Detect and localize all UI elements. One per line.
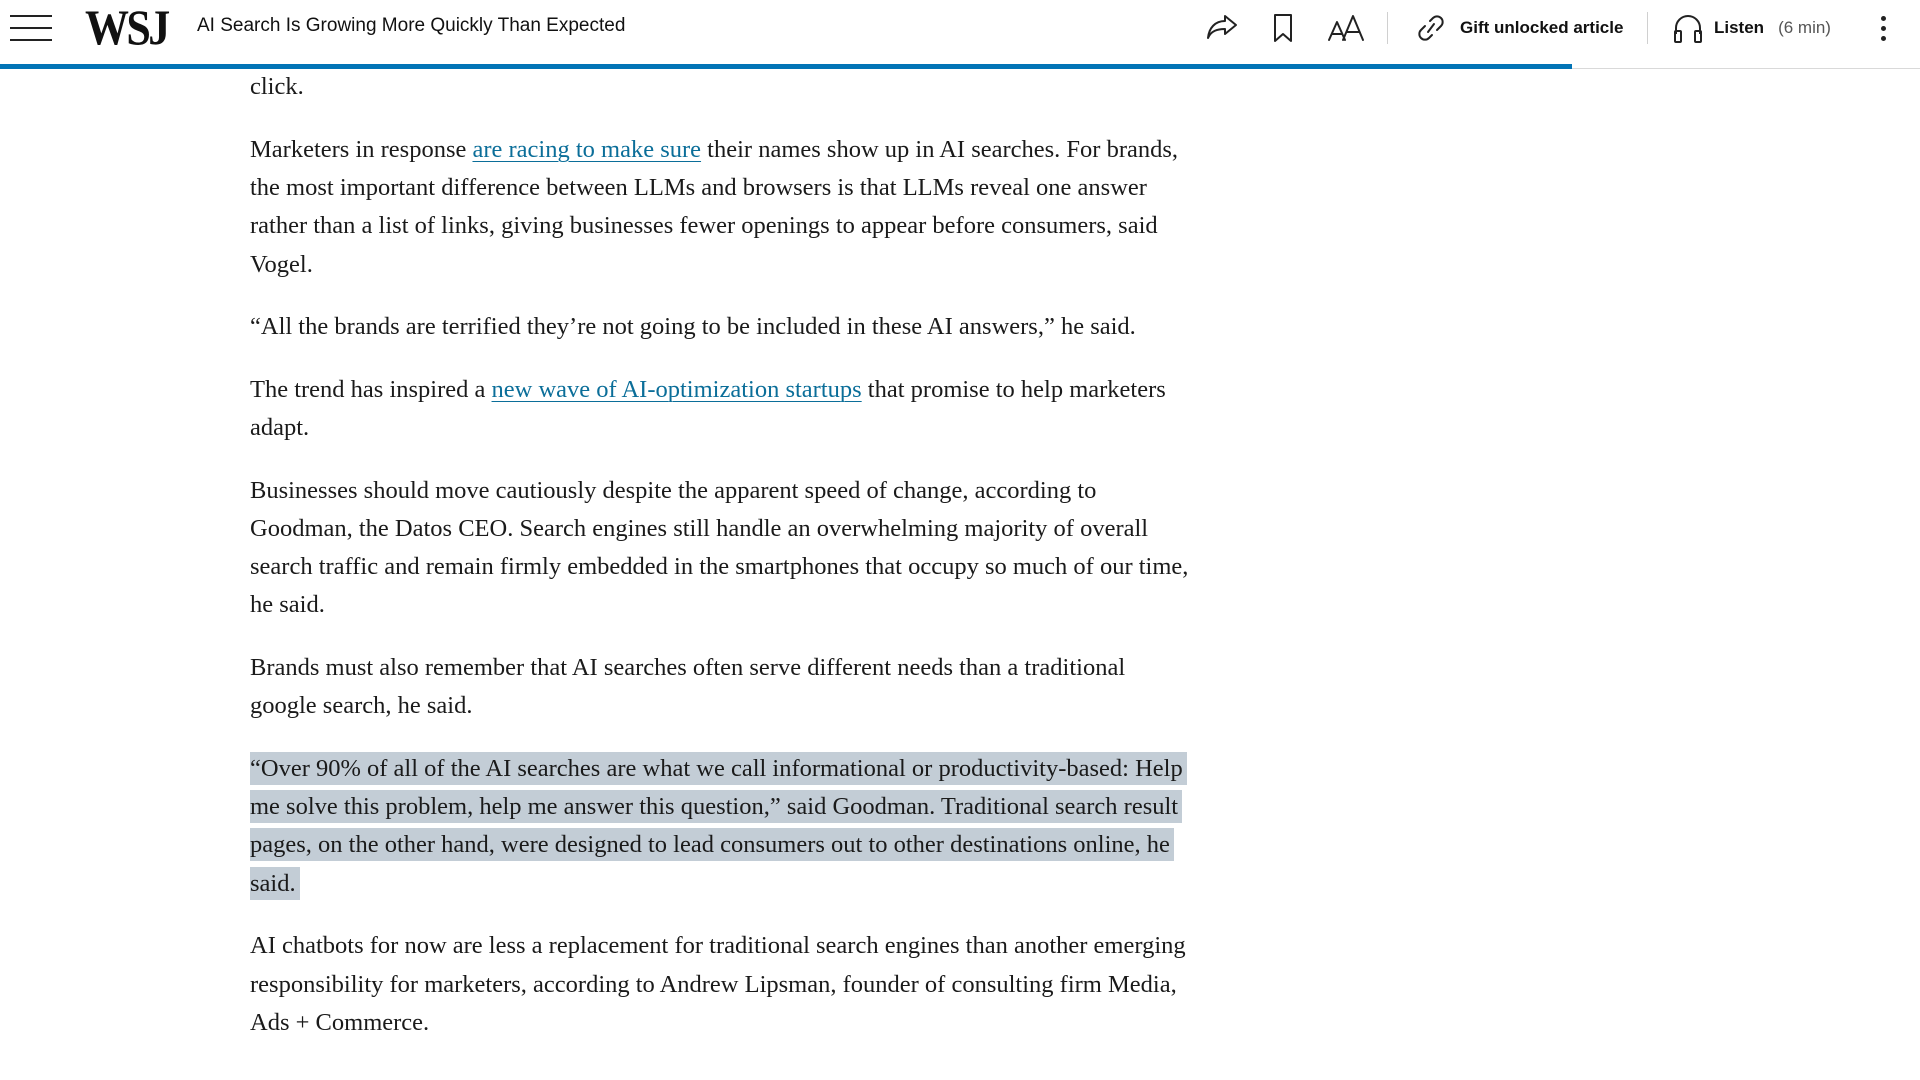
gift-label: Gift unlocked article: [1460, 18, 1624, 37]
article-paragraph: [250, 308, 1190, 346]
article-paragraph: [250, 131, 1190, 284]
paragraph-text: their names show up in AI searches. For brands, the most important difference between LLMs and browsers is that LLMs reveal one answer rather than a list of links, giving businesses fewer openings to appear before consumers, said Vogel.: [250, 135, 1179, 278]
paragraph-text: AI chatbots for now are less a replacement for traditional search engines than another emerging responsibility for marketers, according to Andrew Lipsman, founder of consulting firm Media, Ads + Commerce.: [250, 932, 1186, 1036]
top-toolbar: [0, 0, 1920, 69]
article-paragraph: [250, 927, 1190, 1042]
paragraph-text: that promise to help marketers adapt.: [250, 375, 1166, 442]
toolbar-divider: [1387, 12, 1388, 44]
inline-link-racing[interactable]: are racing to make sure: [472, 135, 702, 163]
gift-article-button[interactable]: [1414, 8, 1623, 48]
hamburger-menu-icon[interactable]: [10, 8, 54, 48]
text-size-icon[interactable]: [1323, 8, 1369, 48]
selected-text[interactable]: “Over 90% of all of the AI searches are what we call informational or productivity-based: Help me solve this problem, help me answer this question,” said Goodman. Traditional search result pages, on the other hand, were designed to lead consumers out to other destinations online, he said.: [250, 752, 1187, 900]
share-icon[interactable]: [1202, 8, 1242, 48]
article-body: [250, 30, 1190, 1066]
paragraph-text: Businesses should move cautiously despite the apparent speed of change, according to Goodman, the Datos CEO. Search engines still handle an overwhelming majority of overall search traffic and remain firmly embedded in the smartphones that occupy so much of our time, he said.: [250, 476, 1189, 619]
article-paragraph: [250, 371, 1190, 447]
article-paragraph: [250, 472, 1190, 625]
toolbar-divider: [1647, 12, 1648, 44]
more-vertical-icon[interactable]: [1868, 8, 1898, 48]
reading-progress-bar: [0, 64, 1920, 69]
paragraph-text: “All the brands are terrified they’re not going to be included in these AI answers,” he said.: [250, 313, 1136, 341]
link-icon: [1414, 12, 1448, 44]
paragraph-text: The trend has inspired a: [250, 375, 492, 403]
wsj-logo[interactable]: WSJ: [85, 0, 168, 55]
reading-progress-fill: [0, 64, 1572, 69]
article-paragraph: [250, 649, 1190, 725]
listen-duration: (6 min): [1778, 18, 1831, 37]
paragraph-text: Brands must also remember that AI searches often serve different needs than a traditional google search, he said.: [250, 654, 1126, 720]
article-paragraph-selected: [250, 750, 1190, 903]
listen-label: Listen: [1714, 18, 1765, 37]
listen-button[interactable]: [1672, 8, 1831, 48]
article-headline: AI Search Is Growing More Quickly Than Expected: [197, 15, 626, 36]
article-paragraph-partial-end: [250, 68, 1190, 106]
paragraph-text: Marketers in response: [250, 135, 473, 163]
headphones-icon: [1672, 12, 1704, 44]
paragraph-text: click.: [250, 73, 304, 101]
inline-link-startups[interactable]: new wave of AI-optimization startups: [491, 375, 862, 403]
bookmark-icon[interactable]: [1263, 8, 1303, 48]
